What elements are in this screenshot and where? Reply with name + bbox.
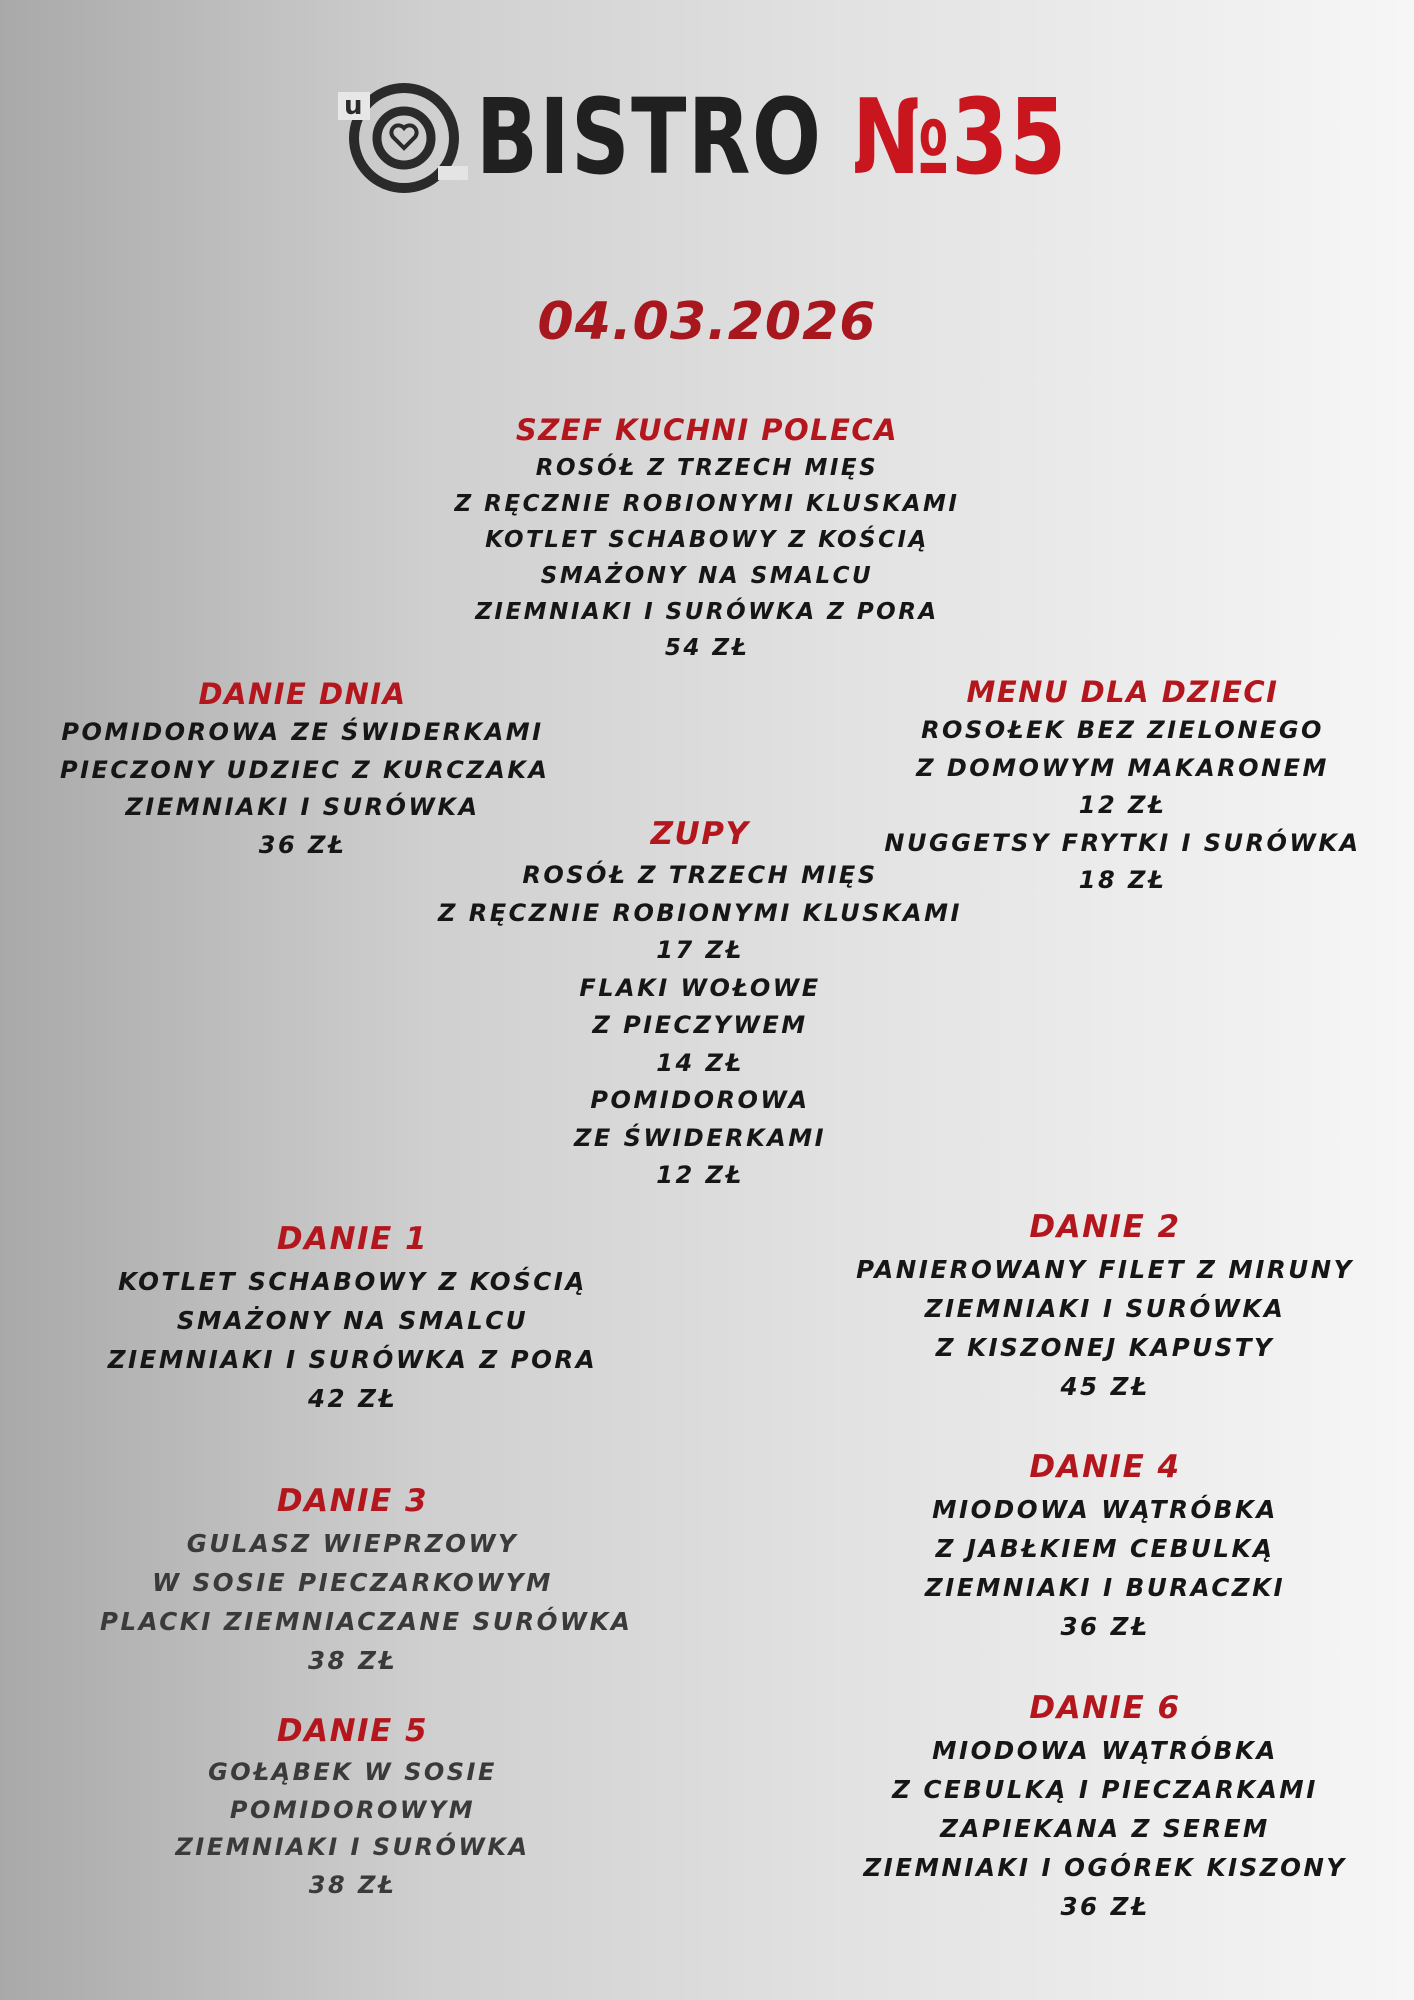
menu-price: 18 ZŁ: [1078, 866, 1167, 894]
menu-line: PLACKI ZIEMNIACZANE SURÓWKA: [100, 1607, 633, 1636]
menu-line: ROSÓŁ Z TRZECH MIĘS: [522, 861, 878, 889]
menu-price: 36 ZŁ: [258, 830, 347, 859]
menu-line: ZE ŚWIDERKAMI: [573, 1123, 827, 1152]
menu-price: 36 ZŁ: [1060, 1612, 1150, 1641]
section-title: DANIE 3: [276, 1483, 429, 1519]
section-danie-6: [850, 1685, 1360, 1926]
menu-line: SMAŻONY NA SMALCU: [540, 563, 874, 589]
menu-line: ZIEMNIAKI I SURÓWKA: [125, 793, 480, 821]
section-title: DANIE 2: [1029, 1209, 1181, 1245]
menu-price: 38 ZŁ: [308, 1870, 397, 1899]
menu-line: Z RĘCZNIE ROBIONYMI KLUSKAMI: [438, 898, 962, 927]
menu-price: 42 ZŁ: [307, 1384, 398, 1413]
menu-price: 36 ZŁ: [1060, 1892, 1150, 1921]
menu-line: NUGGETSY FRYTKI I SURÓWKA: [884, 828, 1361, 857]
logo-number: №35: [852, 76, 1068, 198]
section-title: DANIE DNIA: [198, 677, 407, 711]
section-danie-1: [100, 1216, 605, 1418]
menu-line: ZIEMNIAKI I OGÓREK KISZONY: [863, 1853, 1347, 1882]
section-title: MENU DLA DZIECI: [966, 675, 1279, 709]
menu-line: W SOSIE PIECZARKOWYM: [152, 1568, 553, 1597]
menu-line: GULASZ WIEPRZOWY: [186, 1529, 519, 1558]
menu-date: 04.03.2026: [537, 292, 877, 352]
menu-line: ZAPIEKANA Z SEREM: [940, 1814, 1270, 1843]
menu-price: 14 ZŁ: [656, 1048, 744, 1077]
section-danie-3: [100, 1478, 633, 1680]
section-title: SZEF KUCHNI POLECA: [515, 413, 899, 447]
section-title: DANIE 1: [276, 1221, 429, 1257]
menu-line: Z KISZONEJ KAPUSTY: [935, 1333, 1275, 1362]
menu-line: Z CEBULKĄ I PIECZARKAMI: [892, 1775, 1318, 1804]
logo-word: BISTRO: [476, 76, 823, 198]
menu-line: Z PIECZYWEM: [592, 1011, 808, 1039]
menu-price: 12 ZŁ: [1078, 791, 1167, 819]
menu-line: ROSOŁEK BEZ ZIELONEGO: [921, 716, 1324, 744]
section-danie-4: [850, 1444, 1360, 1646]
section-title: ZUPY: [650, 816, 750, 852]
section-title: DANIE 5: [276, 1713, 429, 1749]
menu-line: PANIEROWANY FILET Z MIRUNY: [856, 1255, 1354, 1284]
menu-line: KOTLET SCHABOWY Z KOŚCIĄ: [118, 1267, 587, 1296]
menu-line: Z RĘCZNIE ROBIONYMI KLUSKAMI: [454, 491, 960, 517]
menu-line: GOŁĄBEK W SOSIE: [208, 1758, 497, 1786]
menu-line: ZIEMNIAKI I BURACZKI: [924, 1573, 1286, 1602]
logo: [338, 72, 1068, 202]
menu-line: ZIEMNIAKI I SURÓWKA Z PORA: [475, 599, 939, 625]
menu-price: 45 ZŁ: [1060, 1372, 1150, 1401]
menu-line: POMIDOROWA ZE ŚWIDERKAMI: [61, 718, 544, 746]
menu-line: POMIDOROWA: [590, 1086, 810, 1114]
section-title: DANIE 6: [1029, 1690, 1181, 1726]
menu-line: Z DOMOWYM MAKARONEM: [916, 753, 1329, 782]
menu-price: 12 ZŁ: [656, 1161, 744, 1189]
logo-wordmark: [476, 72, 1068, 202]
menu-line: KOTLET SCHABOWY Z KOŚCIĄ: [485, 527, 929, 553]
menu-price: 54 ZŁ: [664, 635, 750, 661]
menu-line: ZIEMNIAKI I SURÓWKA: [924, 1294, 1286, 1323]
section-danie-5: [100, 1708, 605, 1904]
section-title: DANIE 4: [1029, 1449, 1181, 1485]
section-danie-2: [850, 1204, 1360, 1406]
menu-line: PIECZONY UDZIEC Z KURCZAKA: [60, 755, 550, 784]
menu-line: Z JABŁKIEM CEBULKĄ: [935, 1534, 1275, 1563]
menu-line: MIODOWA WĄTRÓBKA: [932, 1736, 1278, 1765]
menu-line: MIODOWA WĄTRÓBKA: [932, 1495, 1278, 1524]
logo-mark-letter: u: [344, 91, 363, 121]
bistro-logo-icon: [338, 78, 468, 198]
menu-price: 17 ZŁ: [656, 936, 744, 964]
menu-line: SMAŻONY NA SMALCU: [176, 1306, 529, 1335]
menu-price: 38 ZŁ: [307, 1646, 398, 1675]
menu-line: FLAKI WOŁOWE: [579, 973, 821, 1002]
menu-line: POMIDOROWYM: [229, 1795, 476, 1824]
section-zupy: [420, 811, 980, 1195]
menu-line: ZIEMNIAKI I SURÓWKA: [175, 1833, 530, 1861]
section-szef-kuchni-poleca: [407, 410, 1007, 666]
menu-line: ROSÓŁ Z TRZECH MIĘS: [535, 455, 879, 481]
menu-line: ZIEMNIAKI I SURÓWKA Z PORA: [107, 1345, 598, 1374]
